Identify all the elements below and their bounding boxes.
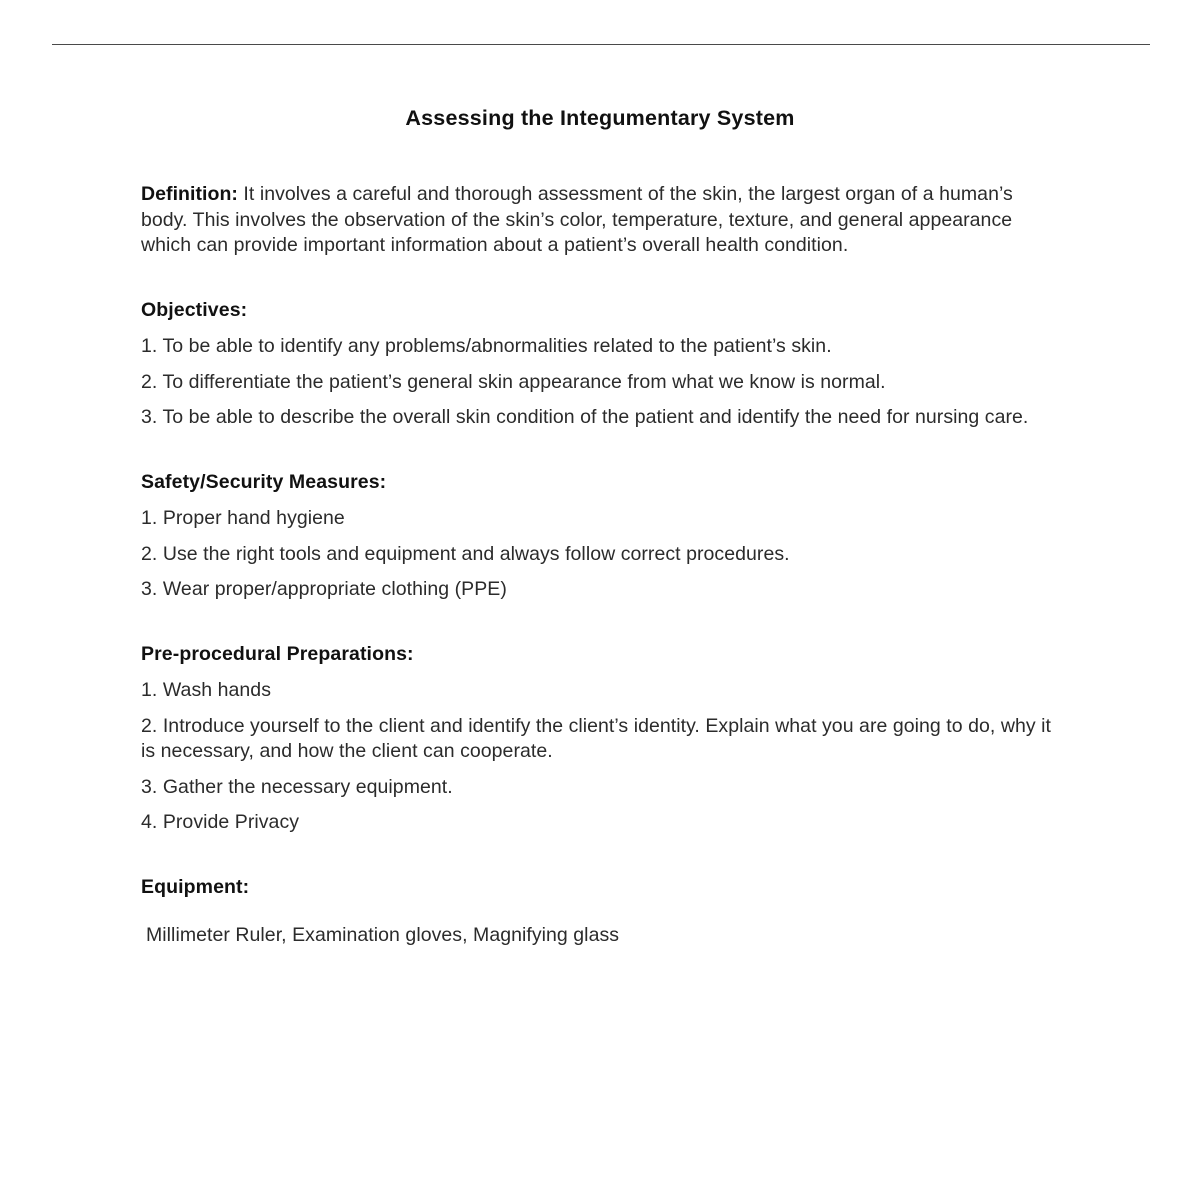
spacer — [141, 667, 1061, 678]
spacer — [141, 900, 1061, 923]
spacer — [141, 603, 1061, 642]
section-heading-preprocedural: Pre-procedural Preparations: — [141, 642, 414, 665]
list-item: 3. Gather the necessary equipment. — [141, 775, 453, 798]
spacer — [141, 836, 1061, 875]
list-item: 1. To be able to identify any problems/abnormalities related to the patient’s skin. — [141, 335, 832, 357]
spacer — [141, 259, 1061, 298]
section-heading-equipment: Equipment: — [141, 875, 250, 898]
equipment-list: Millimeter Ruler, Examination gloves, Magnifying glass — [146, 924, 620, 946]
definition-label: Definition: — [141, 183, 238, 205]
list-item: 2. Introduce yourself to the client and identify the client’s identity. Explain what you are going to do, why it is necessary, and how the client can cooperate. — [141, 714, 1051, 762]
header-divider — [52, 44, 1150, 45]
list-item: 1. Proper hand hygiene — [141, 507, 345, 529]
page-title: Assessing the Integumentary System — [405, 106, 795, 130]
list-item: 2. Use the right tools and equipment and always follow correct procedures. — [141, 542, 790, 565]
list-item: 3. Wear proper/appropriate clothing (PPE) — [141, 578, 507, 600]
list-item: 4. Provide Privacy — [141, 811, 300, 833]
section-heading-objectives: Objectives: — [141, 298, 248, 321]
list-item: 2. To differentiate the patient’s general skin appearance from what we know is normal. — [141, 370, 886, 393]
definition-text: It involves a careful and thorough assessment of the skin, the largest organ of a human’s body. This involves the observation of the skin’s color, temperature, texture, and general appearance which can provide important information about a patient’s overall health condition. — [141, 183, 1013, 256]
section-heading-safety: Safety/Security Measures: — [141, 470, 387, 493]
list-item: 1. Wash hands — [141, 679, 271, 701]
spacer — [141, 431, 1061, 470]
spacer — [141, 495, 1061, 506]
list-item: 3. To be able to describe the overall skin condition of the patient and identify the need for nursing care. — [141, 406, 1029, 428]
spacer — [141, 323, 1061, 334]
document-body — [141, 182, 1061, 949]
definition-paragraph — [141, 182, 1061, 259]
